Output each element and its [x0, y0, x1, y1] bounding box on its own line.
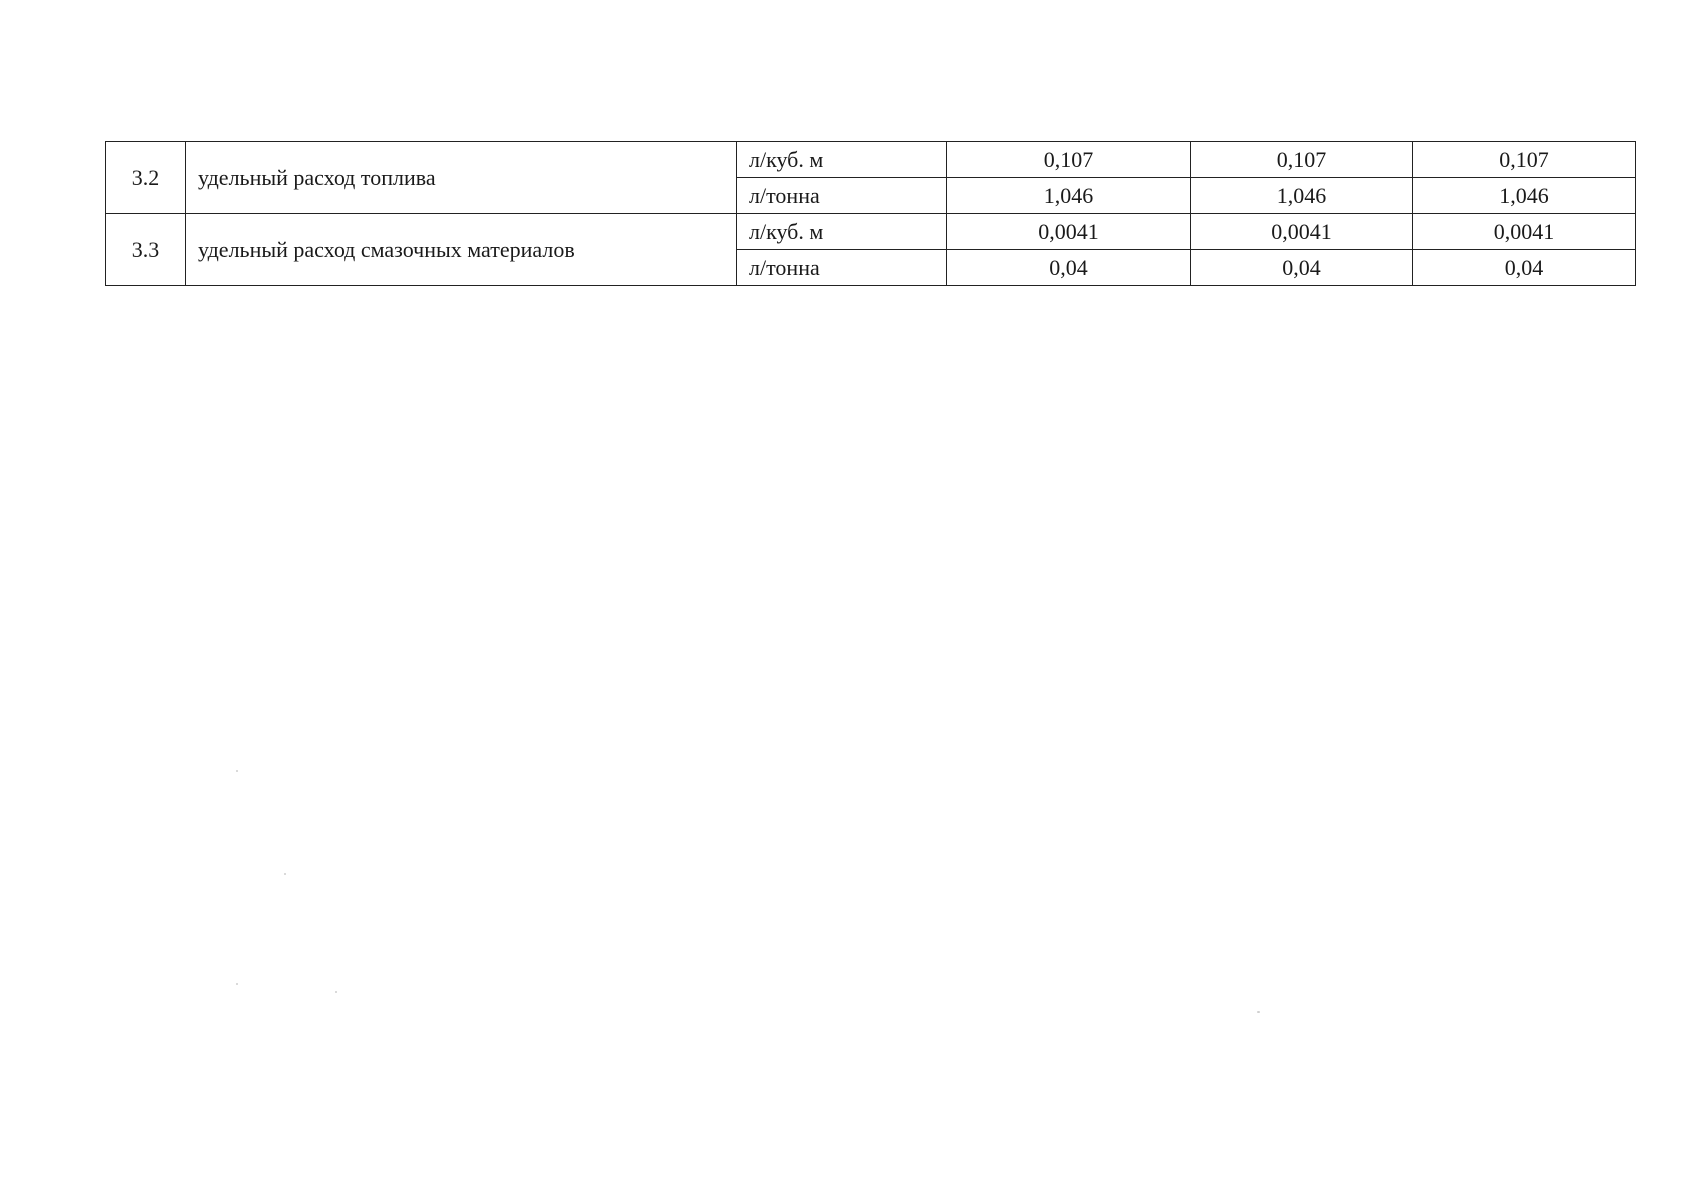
- value-cell: 0,0041: [1413, 214, 1636, 250]
- row-number: 3.3: [106, 214, 186, 286]
- value-cell: 1,046: [1191, 178, 1413, 214]
- unit-cell: л/тонна: [737, 250, 947, 286]
- unit-cell: л/куб. м: [737, 214, 947, 250]
- scan-speck: [335, 991, 337, 993]
- value-cell: 0,107: [947, 142, 1191, 178]
- value-cell: 0,0041: [947, 214, 1191, 250]
- value-cell: 0,04: [947, 250, 1191, 286]
- row-number: 3.2: [106, 142, 186, 214]
- table-row: [106, 142, 1636, 178]
- unit-cell: л/куб. м: [737, 142, 947, 178]
- value-cell: 1,046: [1413, 178, 1636, 214]
- scan-speck: [236, 770, 238, 772]
- row-name: удельный расход смазочных материалов: [186, 214, 737, 286]
- value-cell: 0,107: [1191, 142, 1413, 178]
- unit-cell: л/тонна: [737, 178, 947, 214]
- scan-speck: [236, 983, 238, 985]
- value-cell: 0,04: [1191, 250, 1413, 286]
- value-cell: 0,107: [1413, 142, 1636, 178]
- scan-speck: [284, 873, 286, 875]
- value-cell: 1,046: [947, 178, 1191, 214]
- value-cell: 0,04: [1413, 250, 1636, 286]
- row-name: удельный расход топлива: [186, 142, 737, 214]
- value-cell: 0,0041: [1191, 214, 1413, 250]
- scan-speck: [1257, 1011, 1260, 1013]
- consumption-table: [105, 141, 1636, 286]
- table-row: [106, 214, 1636, 250]
